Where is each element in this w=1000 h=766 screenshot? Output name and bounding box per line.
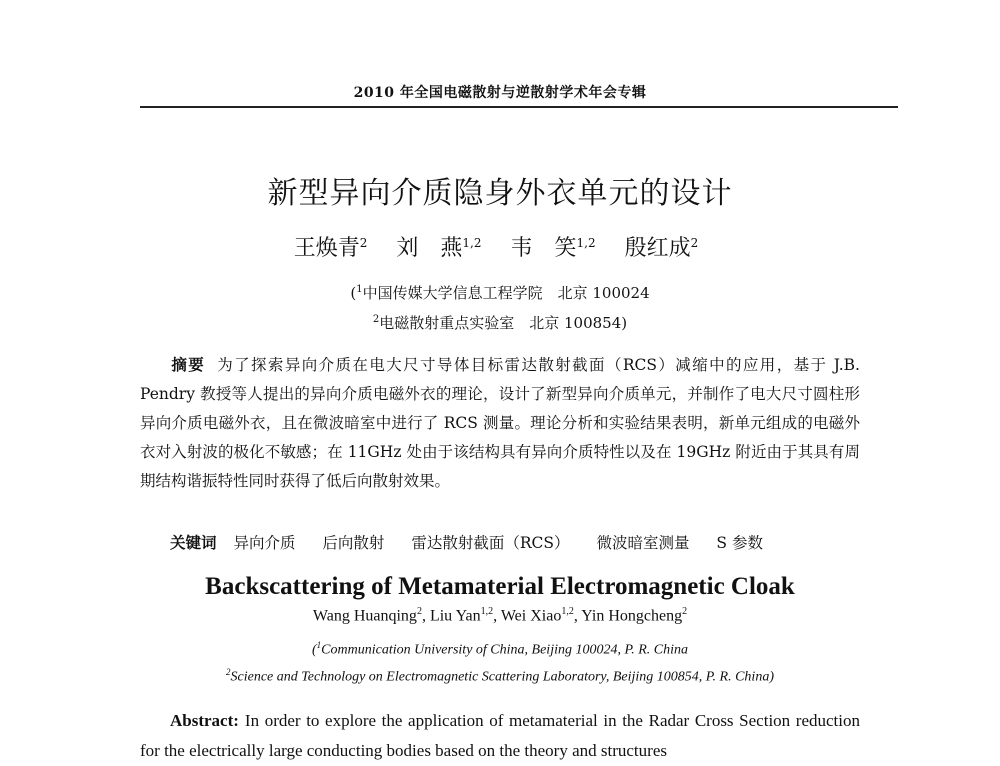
keyword: 异向介质 <box>233 534 296 552</box>
affiliation-en-2 <box>0 667 1000 686</box>
aff-prefix: ( <box>350 284 357 302</box>
title-cn: 新型异向介质隐身外衣单元的设计 <box>267 176 733 211</box>
author-cn-sup: 2 <box>690 235 699 250</box>
author-en: Wang Huanqing <box>312 607 417 625</box>
author-en-sup: 1,2 <box>561 606 574 617</box>
aff-sup: 1 <box>356 284 363 295</box>
affiliation-en-1 <box>0 640 1000 659</box>
aff-prefix: ( <box>311 642 317 658</box>
abstract-cn <box>140 350 860 496</box>
abstract-cn-text: 为了探索异向介质在电大尺寸导体目标雷达散射截面（RCS）减缩中的应用，基于 J.B. Pendry 教授等人提出的异向介质电磁外衣的理论，设计了新型异向介质单元，并制作了电大尺寸圆柱形异向介质电磁外衣，且在微波暗室中进行了 RCS 测量。理论分析和实验结果表明，新单元组成的电磁外衣对入射波的极化不敏感；在 11GHz 处由于该结构具有异向介质特性以及在 19GHz 附近由于其具有周期结构谐振特性同时获得了低后向散射效果。 <box>140 356 860 490</box>
header-rule <box>140 106 898 108</box>
keyword: 微波暗室测量 <box>596 534 690 552</box>
affiliation-cn-2 <box>0 312 1000 333</box>
running-head: 2010 年全国电磁散射与逆散射学术年会专辑 <box>353 85 647 101</box>
author-cn: 王焕青 <box>293 236 360 261</box>
author-cn-sup: 1,2 <box>462 235 482 250</box>
keywords-cn <box>140 531 785 553</box>
aff-text: Science and Technology on Electromagnetic Scattering Laboratory, Beijing 100854, P. R. China) <box>230 669 774 685</box>
author-en: Wei Xiao <box>500 607 562 625</box>
abstract-en <box>140 706 860 766</box>
keyword: 后向散射 <box>322 534 385 552</box>
author-en: Yin Hongcheng <box>581 607 683 625</box>
affiliation-cn-1 <box>0 282 1000 303</box>
author-cn: 韦 笑 <box>510 236 577 261</box>
author-en-sup: 2 <box>682 606 688 617</box>
authors-cn <box>0 231 1000 262</box>
aff-text: Communication University of China, Beijing 100024, P. R. China <box>321 642 688 658</box>
aff-sup: 1 <box>316 640 322 650</box>
author-cn-sup: 1,2 <box>576 235 596 250</box>
keywords-cn-label: 关键词 <box>170 533 217 552</box>
authors-en: Wang Huanqing$^2$, Liu Yan$^{1,2}$, Wei Xiao$^{1,2}$, Yin Hongcheng$^2$ <box>312 606 688 625</box>
aff-text: 电磁散射重点实验室 北京 100854) <box>379 314 628 332</box>
abstract-en-text: In order to explore the application of metamaterial in the Radar Cross Section reduction for the electrically large conducting bodies based on the theory and structures <box>140 711 860 760</box>
author-en-sup: 2 <box>416 606 422 617</box>
author-cn: 殷红成 <box>624 236 691 261</box>
aff-text: 中国传媒大学信息工程学院 北京 100024 <box>362 284 650 302</box>
author-en-sup: 1,2 <box>480 606 494 617</box>
keyword: 雷达散射截面（RCS） <box>411 534 570 552</box>
keyword: S 参数 <box>716 534 763 552</box>
author-cn-sup: 2 <box>359 235 368 250</box>
aff-sup: 2 <box>372 314 380 325</box>
author-en: Liu Yan <box>429 607 481 625</box>
aff-sup: 2 <box>226 667 231 677</box>
author-cn: 刘 燕 <box>396 236 463 261</box>
abstract-en-label: Abstract: <box>170 711 239 730</box>
title-en: Backscattering of Metamaterial Electromagnetic Cloak <box>205 573 795 600</box>
abstract-cn-label: 摘要 <box>170 355 206 374</box>
